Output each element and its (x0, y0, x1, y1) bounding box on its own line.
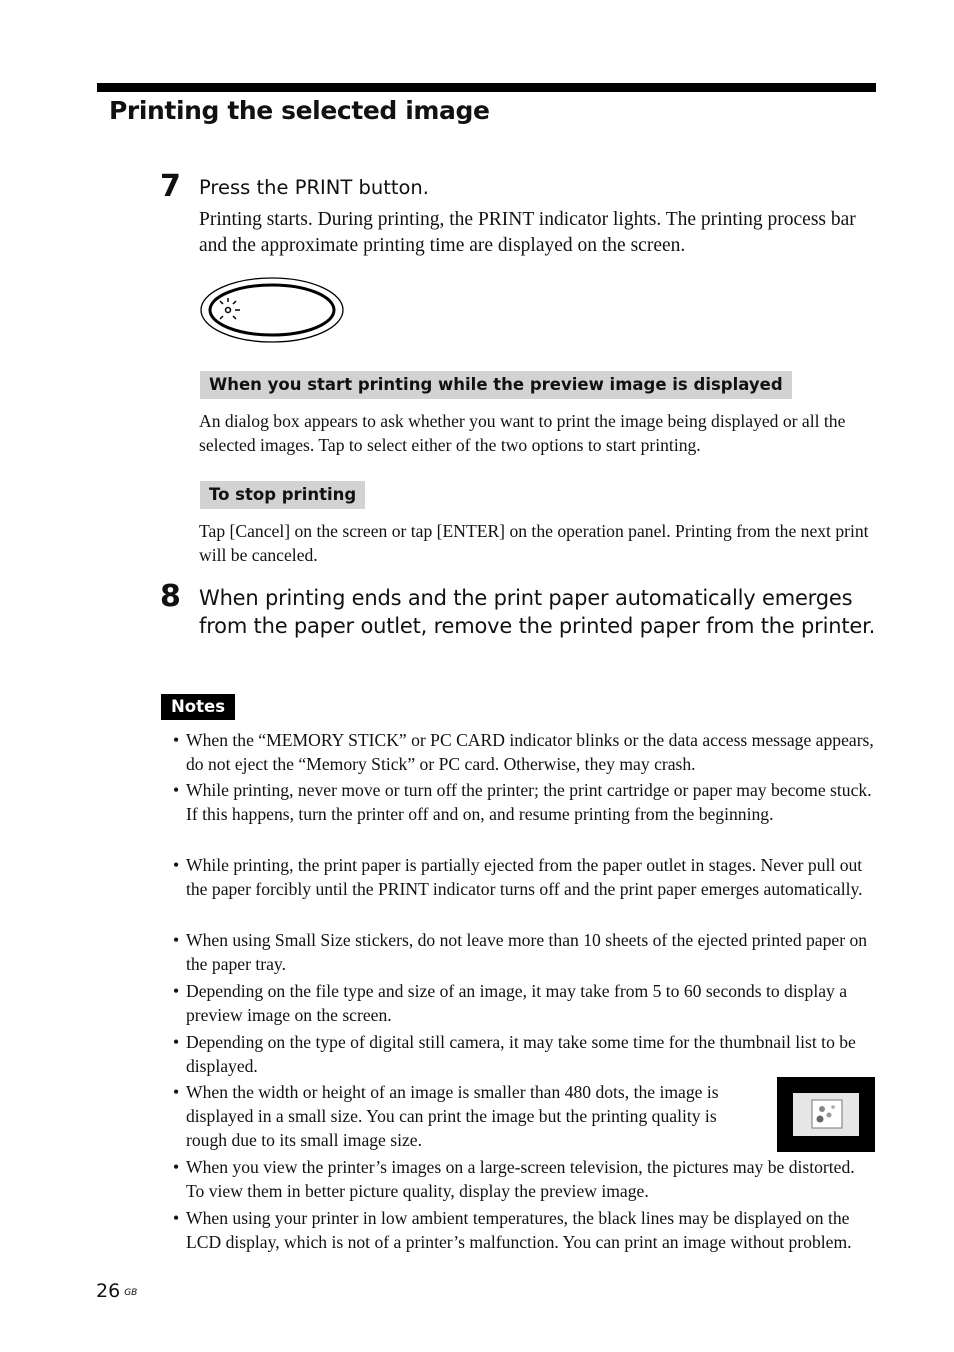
page-number (96, 1278, 137, 1304)
stop-section-body: Tap [Cancel] on the screen or tap [ENTER] on the operation panel. Printing from the next print will be canceled. (199, 521, 869, 565)
bullet-glyph: • (173, 1157, 180, 1177)
bullet-glyph: • (173, 855, 180, 875)
note-item (173, 778, 875, 826)
note-item (173, 1080, 753, 1152)
note-text: When you view the printer’s images on a large-screen television, the pictures may be distorted. To view them in better picture quality, display the preview image. (186, 1157, 855, 1201)
step-8-heading: When printing ends and the print paper automatically emerges from the paper outlet, remove the printed paper from the printer. (199, 586, 876, 638)
note-text: When using Small Size stickers, do not leave more than 10 sheets of the ejected printed paper on the paper tray. (186, 930, 868, 974)
section-title: Printing the selected image (109, 96, 490, 125)
bullet-glyph: • (173, 1208, 180, 1228)
note-item (173, 728, 875, 776)
stop-section-heading: To stop printing (200, 481, 365, 509)
note-item (173, 1155, 875, 1203)
bullet-glyph: • (173, 1032, 180, 1052)
step-8-number: 8 (160, 579, 181, 614)
note-text: Depending on the type of digital still camera, it may take some time for the thumbnail list to be displayed. (186, 1032, 856, 1076)
bullet-glyph: • (173, 930, 180, 950)
preview-section-body: An dialog box appears to ask whether you want to print the image being displayed or all the selected images. Tap to select either of the two options to start printing. (199, 411, 846, 455)
step-7-body: Printing starts. During printing, the PRINT indicator lights. The printing process bar and the approximate printing time are displayed on the screen. (199, 209, 856, 256)
note-text: Depending on the file type and size of an image, it may take from 5 to 60 seconds to display a preview image on the screen. (186, 981, 848, 1025)
page-region-code: GB (124, 1288, 138, 1298)
note-item (173, 979, 875, 1027)
bullet-glyph: • (173, 1082, 180, 1102)
note-item (173, 1206, 875, 1254)
bullet-glyph: • (173, 730, 180, 750)
preview-section-heading: When you start printing while the preview image is displayed (200, 371, 792, 399)
note-text: When the width or height of an image is smaller than 480 dots, the image is displayed in a small size. You can print the image but the printing quality is rough due to its small image size. (186, 1082, 719, 1150)
bullet-glyph: • (173, 981, 180, 1001)
bullet-glyph: • (173, 780, 180, 800)
print-button-illustration (199, 276, 345, 344)
header-rule (97, 83, 876, 92)
note-item (173, 928, 875, 976)
step-7-number: 7 (160, 169, 181, 204)
note-text: When using your printer in low ambient temperatures, the black lines may be displayed on the LCD display, which is not of a printer’s malfunction. You can print an image without problem. (186, 1208, 852, 1252)
notes-label: Notes (161, 694, 235, 720)
thumbnail-frame (793, 1093, 859, 1136)
note-text: While printing, never move or turn off the printer; the print cartridge or paper may become stuck. If this happens, turn the printer off and on, and resume printing from the beginning. (186, 780, 872, 824)
image-placeholder-icon (793, 1093, 859, 1136)
note-item (173, 1030, 875, 1078)
page-number-value: 26 (96, 1280, 121, 1302)
step-7-heading: Press the PRINT button. (199, 176, 429, 199)
note-item (173, 853, 875, 901)
note-text: While printing, the print paper is partially ejected from the paper outlet in stages. Never pull out the paper forcibly until the PRINT indicator turns off and the print paper emerges automatically. (186, 855, 863, 899)
note-text: When the “MEMORY STICK” or PC CARD indicator blinks or the data access message appears, do not eject the “Memory Stick” or PC card. Otherwise, they may crash. (186, 730, 874, 774)
indicator-light-icon (220, 298, 240, 319)
small-image-thumbnail (777, 1077, 875, 1152)
